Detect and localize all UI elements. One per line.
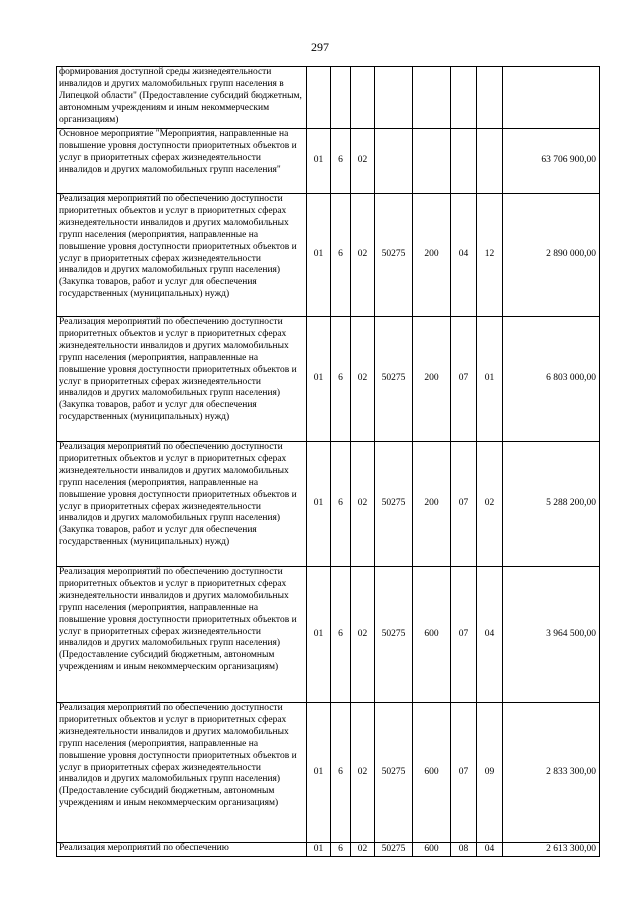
code-cell: 04 — [477, 843, 503, 857]
code-cell: 07 — [451, 442, 477, 567]
code-cell: 02 — [351, 317, 375, 442]
code-cell: 6 — [331, 129, 351, 194]
amount-cell: 2 890 000,00 — [503, 194, 600, 317]
table-row — [57, 129, 600, 194]
code-cell: 07 — [451, 703, 477, 843]
code-cell: 01 — [307, 129, 331, 194]
code-cell: 01 — [307, 843, 331, 857]
code-cell: 50275 — [375, 442, 413, 567]
amount-cell — [503, 67, 600, 129]
table-row — [57, 442, 600, 567]
code-cell: 600 — [413, 703, 451, 843]
code-cell — [413, 67, 451, 129]
code-cell: 600 — [413, 843, 451, 857]
amount-cell: 3 964 500,00 — [503, 567, 600, 703]
code-cell: 50275 — [375, 843, 413, 857]
code-cell — [331, 67, 351, 129]
amount-cell: 2 613 300,00 — [503, 843, 600, 857]
amount-cell: 2 833 300,00 — [503, 703, 600, 843]
code-cell: 50275 — [375, 194, 413, 317]
code-cell: 01 — [307, 442, 331, 567]
budget-table — [56, 66, 600, 857]
code-cell: 07 — [451, 317, 477, 442]
code-cell: 200 — [413, 317, 451, 442]
code-cell: 6 — [331, 194, 351, 317]
code-cell: 02 — [351, 567, 375, 703]
code-cell: 02 — [351, 194, 375, 317]
code-cell — [451, 129, 477, 194]
row-description: Реализация мероприятий по обеспечению — [57, 843, 307, 857]
row-description: Реализация мероприятий по обеспечению доступности приоритетных объектов и услуг в приоритетных сферах жизнедеятельности инвалидов и других маломобильных групп населения (мероприятия, направленные на повышение уровня доступности приоритетных объектов и услуг в приоритетных сферах жизнедеятельности инвалидов и других маломобильных групп населения) (Закупка товаров, работ и услуг для обеспечения государственных (муниципальных) нужд) — [57, 317, 307, 442]
code-cell — [351, 67, 375, 129]
code-cell: 02 — [351, 703, 375, 843]
code-cell — [375, 67, 413, 129]
code-cell — [451, 67, 477, 129]
code-cell: 6 — [331, 843, 351, 857]
code-cell: 09 — [477, 703, 503, 843]
code-cell: 01 — [307, 567, 331, 703]
table-row — [57, 843, 600, 857]
code-cell: 07 — [451, 567, 477, 703]
amount-cell: 63 706 900,00 — [503, 129, 600, 194]
page-number: 297 — [311, 40, 329, 54]
code-cell: 200 — [413, 442, 451, 567]
code-cell — [477, 67, 503, 129]
table-row — [57, 703, 600, 843]
code-cell — [375, 129, 413, 194]
code-cell: 01 — [307, 703, 331, 843]
code-cell: 08 — [451, 843, 477, 857]
code-cell: 6 — [331, 703, 351, 843]
amount-cell: 5 288 200,00 — [503, 442, 600, 567]
code-cell: 6 — [331, 567, 351, 703]
row-description: Реализация мероприятий по обеспечению доступности приоритетных объектов и услуг в приоритетных сферах жизнедеятельности инвалидов и других маломобильных групп населения (мероприятия, направленные на повышение уровня доступности приоритетных объектов и услуг в приоритетных сферах жизнедеятельности инвалидов и других маломобильных групп населения) (Предоставление субсидий бюджетным, автономным учреждениям и иным некоммерческим организациям) — [57, 567, 307, 703]
row-description: Реализация мероприятий по обеспечению доступности приоритетных объектов и услуг в приоритетных сферах жизнедеятельности инвалидов и других маломобильных групп населения (мероприятия, направленные на повышение уровня доступности приоритетных объектов и услуг в приоритетных сферах жизнедеятельности инвалидов и других маломобильных групп населения) (Закупка товаров, работ и услуг для обеспечения государственных (муниципальных) нужд) — [57, 442, 307, 567]
code-cell: 6 — [331, 317, 351, 442]
code-cell: 04 — [477, 567, 503, 703]
code-cell: 01 — [477, 317, 503, 442]
code-cell: 50275 — [375, 317, 413, 442]
row-description: формирования доступной среды жизнедеятельности инвалидов и других маломобильных групп населения в Липецкой области" (Предоставление субсидий бюджетным, автономным учреждениям и иным некоммерческим организациям) — [57, 67, 307, 129]
row-description: Реализация мероприятий по обеспечению доступности приоритетных объектов и услуг в приоритетных сферах жизнедеятельности инвалидов и других маломобильных групп населения (мероприятия, направленные на повышение уровня доступности приоритетных объектов и услуг в приоритетных сферах жизнедеятельности инвалидов и других маломобильных групп населения) (Предоставление субсидий бюджетным, автономным учреждениям и иным некоммерческим организациям) — [57, 703, 307, 843]
code-cell: 04 — [451, 194, 477, 317]
table-row — [57, 317, 600, 442]
table-row — [57, 567, 600, 703]
table-row — [57, 67, 600, 129]
code-cell: 01 — [307, 317, 331, 442]
code-cell: 01 — [307, 194, 331, 317]
row-description: Реализация мероприятий по обеспечению доступности приоритетных объектов и услуг в приоритетных сферах жизнедеятельности инвалидов и других маломобильных групп населения (мероприятия, направленные на повышение уровня доступности приоритетных объектов и услуг в приоритетных сферах жизнедеятельности инвалидов и других маломобильных групп населения) (Закупка товаров, работ и услуг для обеспечения государственных (муниципальных) нужд) — [57, 194, 307, 317]
code-cell: 6 — [331, 442, 351, 567]
code-cell — [477, 129, 503, 194]
code-cell: 50275 — [375, 567, 413, 703]
table-body — [57, 67, 600, 857]
code-cell — [307, 67, 331, 129]
code-cell: 12 — [477, 194, 503, 317]
table-row — [57, 194, 600, 317]
code-cell — [413, 129, 451, 194]
code-cell: 02 — [351, 442, 375, 567]
code-cell: 02 — [351, 129, 375, 194]
code-cell: 50275 — [375, 703, 413, 843]
code-cell: 02 — [351, 843, 375, 857]
amount-cell: 6 803 000,00 — [503, 317, 600, 442]
code-cell: 600 — [413, 567, 451, 703]
row-description: Основное мероприятие "Мероприятия, направленные на повышение уровня доступности приоритетных объектов и услуг в приоритетных сферах жизнедеятельности инвалидов и других маломобильных групп населения" — [57, 129, 307, 194]
code-cell: 200 — [413, 194, 451, 317]
code-cell: 02 — [477, 442, 503, 567]
